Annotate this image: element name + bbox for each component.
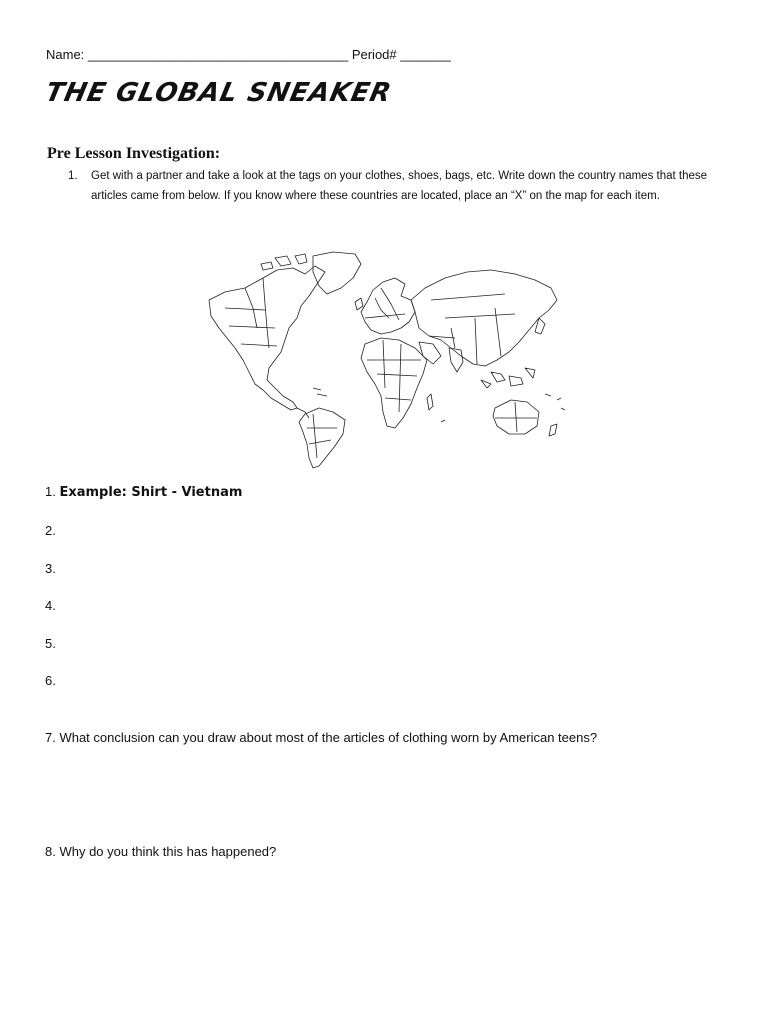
list-item[interactable] [45, 673, 56, 688]
worksheet-title: THE GLOBAL SNEAKER [42, 78, 395, 108]
list-number: 4. [45, 598, 56, 613]
list-item[interactable] [45, 598, 56, 613]
list-item[interactable] [45, 523, 56, 538]
name-blank[interactable]: ____________________________________ [87, 47, 349, 62]
list-text: Example: Shirt - Vietnam [59, 485, 243, 500]
list-number: 2. [45, 523, 56, 538]
instruction [68, 166, 708, 206]
list-number: 3. [45, 561, 56, 576]
period-label: Period# [351, 47, 397, 62]
list-item[interactable] [45, 561, 56, 576]
instruction-number: 1. [68, 170, 78, 182]
period-blank[interactable]: _______ [400, 47, 451, 62]
name-period-line [46, 47, 451, 62]
instruction-text: Get with a partner and take a look at the tags on your clothes, shoes, bags, etc. Write down the country names that these articles came from below. If you know where these countries are located, place an “X” on the map for each item. [91, 170, 708, 202]
list-item[interactable] [45, 636, 56, 651]
list-item [45, 484, 242, 500]
list-number: 1. [45, 484, 56, 499]
list-number: 5. [45, 636, 56, 651]
name-label: Name: [46, 47, 85, 62]
section-heading: Pre Lesson Investigation: [47, 145, 221, 162]
question-7: 7. What conclusion can you draw about most of the articles of clothing worn by American teens? [45, 730, 598, 745]
list-number: 6. [45, 673, 56, 688]
world-map[interactable] [205, 248, 575, 470]
question-8: 8. Why do you think this has happened? [45, 844, 277, 859]
